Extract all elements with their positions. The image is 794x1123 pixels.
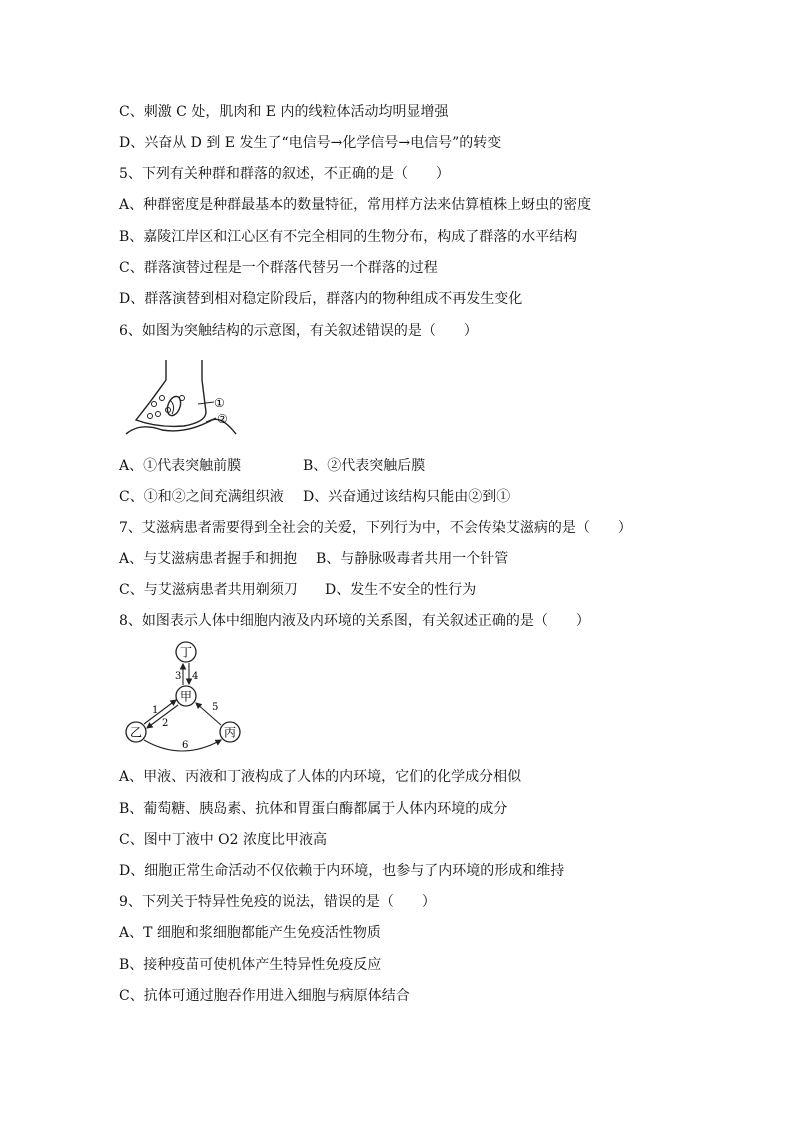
q7-option-c: C、与艾滋病患者共用剃须刀 (119, 582, 298, 598)
arrow-label-5: 5 (212, 702, 219, 713)
q8-option-a: A、甲液、丙液和丁液构成了人体的内环境，它们的化学成分相似 (119, 769, 522, 785)
q4-option-c: C、刺激 C 处，肌肉和 E 内的线粒体活动均明显增强 (119, 104, 449, 120)
q6-option-d: D、兴奋通过该结构只能由②到① (303, 489, 511, 505)
node-yi-label: 乙 (129, 725, 143, 740)
body-fluid-diagram (120, 640, 250, 756)
q8-option-d: D、细胞正常生命活动不仅依赖于内环境，也参与了内环境的形成和维持 (119, 863, 565, 879)
q9-stem: 9、下列关于特异性免疫的说法，错误的是（ ） (119, 894, 436, 910)
q8-stem: 8、如图表示人体中细胞内液及内环境的关系图，有关叙述正确的是（ ） (119, 613, 590, 629)
q7-option-b: B、与静脉吸毒者共用一个针管 (316, 551, 509, 567)
arrow-label-1: 1 (152, 705, 159, 716)
node-ding-label: 丁 (179, 645, 193, 660)
q7-option-a: A、与艾滋病患者握手和拥抱 (119, 551, 298, 567)
q7-option-d: D、发生不安全的性行为 (325, 582, 477, 598)
arrow-label-4: 4 (192, 671, 199, 682)
arrow-label-6: 6 (182, 740, 189, 751)
q5-option-b: B、嘉陵江岸区和江心区有不完全相同的生物分布，构成了群落的水平结构 (119, 229, 578, 245)
q8-option-c: C、图中丁液中 O2 浓度比甲液高 (119, 832, 327, 848)
label-2: ② (217, 412, 228, 426)
q6-option-b: B、②代表突触后膜 (303, 458, 426, 474)
q9-option-b: B、接种疫苗可使机体产生特异性免疫反应 (119, 957, 382, 973)
q5-stem: 5、下列有关种群和群落的叙述，不正确的是（ ） (119, 166, 450, 182)
q5-option-c: C、群落演替过程是一个群落代替另一个群落的过程 (119, 260, 438, 276)
q4-option-d: D、兴奋从 D 到 E 发生了“电信号→化学信号→电信号”的转变 (119, 135, 502, 151)
node-jia-label: 甲 (179, 689, 193, 704)
label-1: ① (214, 396, 225, 410)
q6-option-a: A、①代表突触前膜 (119, 458, 242, 474)
synapse-diagram (122, 358, 242, 438)
q5-option-a: A、种群密度是种群最基本的数量特征，常用样方法来估算植株上蚜虫的密度 (119, 197, 592, 213)
presynaptic-terminal (136, 360, 206, 426)
q8-option-b: B、葡萄糖、胰岛素、抗体和胃蛋白酶都属于人体内环境的成分 (119, 801, 508, 817)
arrow-label-2: 2 (162, 718, 169, 729)
q5-option-d: D、群落演替到相对稳定阶段后，群落内的物种组成不再发生变化 (119, 291, 523, 307)
mitochondrion (165, 395, 183, 418)
q6-option-c: C、①和②之间充满组织液 (119, 489, 284, 505)
q6-stem: 6、如图为突触结构的示意图，有关叙述错误的是（ ） (119, 323, 478, 339)
q9-option-c: C、抗体可通过胞吞作用进入细胞与病原体结合 (119, 988, 410, 1004)
arrow-label-3: 3 (175, 671, 182, 682)
q7-stem: 7、艾滋病患者需要得到全社会的关爱，下列行为中，不会传染艾滋病的是（ ） (119, 520, 632, 536)
node-bing-label: 丙 (223, 725, 237, 740)
arrow-1 (144, 700, 176, 724)
q9-option-a: A、T 细胞和浆细胞都能产生免疫活性物质 (119, 925, 381, 941)
